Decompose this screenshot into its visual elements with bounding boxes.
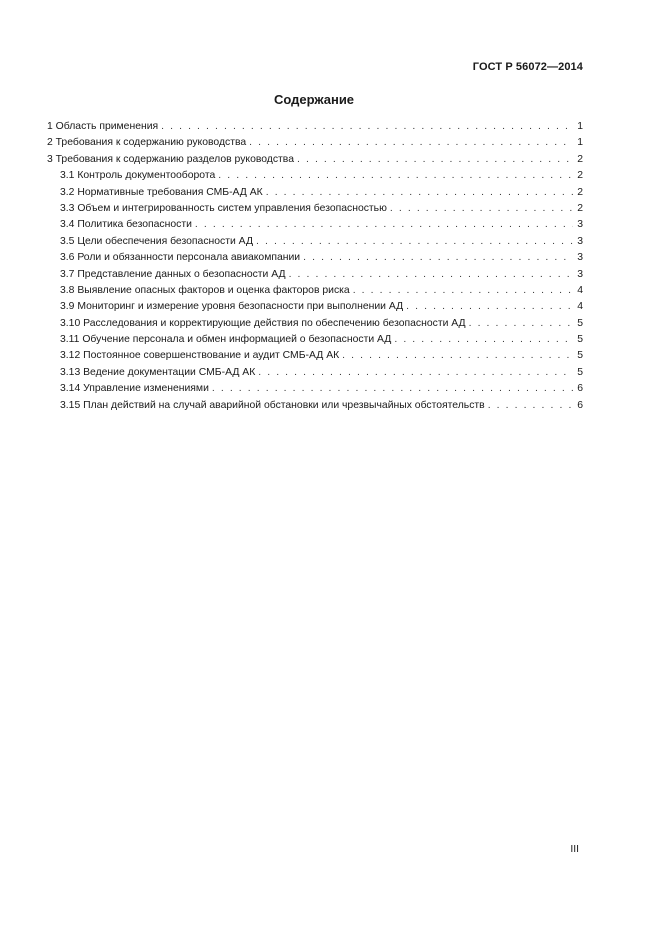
toc-dot-leader	[394, 332, 573, 348]
toc-dot-leader	[390, 201, 573, 217]
toc-entry-page: 3	[577, 268, 583, 280]
toc-entry[interactable]	[47, 348, 583, 364]
toc-dot-leader	[289, 267, 573, 283]
toc-dot-leader	[161, 119, 573, 135]
toc-dot-leader	[406, 299, 573, 315]
toc-entry-page: 1	[577, 121, 583, 132]
toc-entry[interactable]	[47, 332, 583, 348]
toc-entry[interactable]	[47, 234, 583, 250]
toc-dot-leader	[256, 234, 573, 250]
toc-entry-page: 2	[577, 186, 583, 198]
toc-entry-page: 2	[577, 170, 583, 182]
toc-entry[interactable]	[47, 185, 583, 201]
toc-entry-page: 6	[577, 383, 583, 395]
toc-dot-leader	[218, 168, 573, 184]
toc-dot-leader	[342, 348, 573, 364]
toc-dot-leader	[297, 152, 573, 168]
toc-entry-title: 3.8 Выявление опасных факторов и оценка факторов риска	[60, 284, 350, 296]
toc-entry[interactable]	[47, 152, 583, 168]
toc-entry-title: 3.13 Ведение документации СМБ-АД АК	[60, 366, 256, 378]
toc-entry-title: 3.6 Роли и обязанности персонала авиакомпании	[60, 252, 301, 264]
toc-entry-title: 3.12 Постоянное совершенствование и аудит СМБ-АД АК	[60, 350, 340, 362]
toc-title: Содержание	[273, 92, 355, 107]
table-of-contents	[47, 119, 583, 414]
toc-entry-page: 3	[577, 252, 583, 264]
page-number: III	[570, 844, 579, 855]
toc-entry-page: 2	[577, 202, 583, 214]
toc-dot-leader	[249, 135, 573, 151]
toc-entry-page: 4	[577, 301, 583, 313]
toc-dot-leader	[469, 316, 573, 332]
toc-entry[interactable]	[47, 381, 583, 397]
toc-dot-leader	[195, 217, 573, 233]
standard-code: ГОСТ Р 56072—2014	[472, 61, 583, 73]
toc-entry[interactable]	[47, 267, 583, 283]
toc-entry-title: 3.4 Политика безопасности	[60, 219, 192, 231]
toc-entry-title: 3.2 Нормативные требования СМБ-АД АК	[60, 186, 263, 198]
toc-entry[interactable]	[47, 217, 583, 233]
toc-entry-page: 5	[577, 317, 583, 329]
toc-entry-title: 3.3 Объем и интегрированность систем управления безопасностью	[60, 202, 387, 214]
toc-entry[interactable]	[47, 168, 583, 184]
toc-entry-page: 3	[577, 235, 583, 247]
toc-dot-leader	[303, 250, 573, 266]
toc-dot-leader	[353, 283, 573, 299]
toc-dot-leader	[212, 381, 573, 397]
toc-entry-title: 3.9 Мониторинг и измерение уровня безопасности при выполнении АД	[60, 301, 404, 313]
toc-entry-title: 3.14 Управление изменениями	[60, 383, 209, 395]
toc-entry-page: 5	[577, 350, 583, 362]
toc-entry[interactable]	[47, 365, 583, 381]
toc-entry-page: 6	[577, 399, 583, 411]
toc-entry-title: 3.1 Контроль документооборота	[60, 170, 216, 182]
toc-entry-title: 3.10 Расследования и корректирующие действия по обеспечению безопасности АД	[60, 317, 466, 329]
toc-entry[interactable]	[47, 398, 583, 414]
toc-entry-page: 5	[577, 366, 583, 378]
toc-dot-leader	[266, 185, 573, 201]
toc-dot-leader	[258, 365, 573, 381]
toc-entry-title: 3.11 Обучение персонала и обмен информацией о безопасности АД	[60, 334, 392, 346]
toc-entry[interactable]	[47, 119, 583, 135]
toc-entry-title: 3 Требования к содержанию разделов руководства	[47, 153, 294, 165]
toc-entry[interactable]	[47, 299, 583, 315]
toc-entry[interactable]	[47, 135, 583, 151]
toc-entry-title: 3.7 Представление данных о безопасности АД	[60, 268, 286, 280]
toc-entry[interactable]	[47, 283, 583, 299]
toc-entry-page: 1	[577, 137, 583, 149]
toc-entry[interactable]	[47, 316, 583, 332]
toc-entry-page: 3	[577, 219, 583, 231]
toc-entry-title: 3.15 План действий на случай аварийной обстановки или чрезвычайных обстоятельств	[60, 399, 485, 411]
toc-entry-page: 5	[577, 334, 583, 346]
toc-entry-title: 2 Требования к содержанию руководства	[47, 137, 247, 149]
toc-entry-page: 2	[577, 153, 583, 165]
toc-entry-page: 4	[577, 284, 583, 296]
toc-entry-title: 3.5 Цели обеспечения безопасности АД	[60, 235, 253, 247]
toc-entry[interactable]	[47, 201, 583, 217]
toc-dot-leader	[488, 398, 573, 414]
toc-entry-title: 1 Область применения	[47, 121, 159, 132]
toc-entry[interactable]	[47, 250, 583, 266]
